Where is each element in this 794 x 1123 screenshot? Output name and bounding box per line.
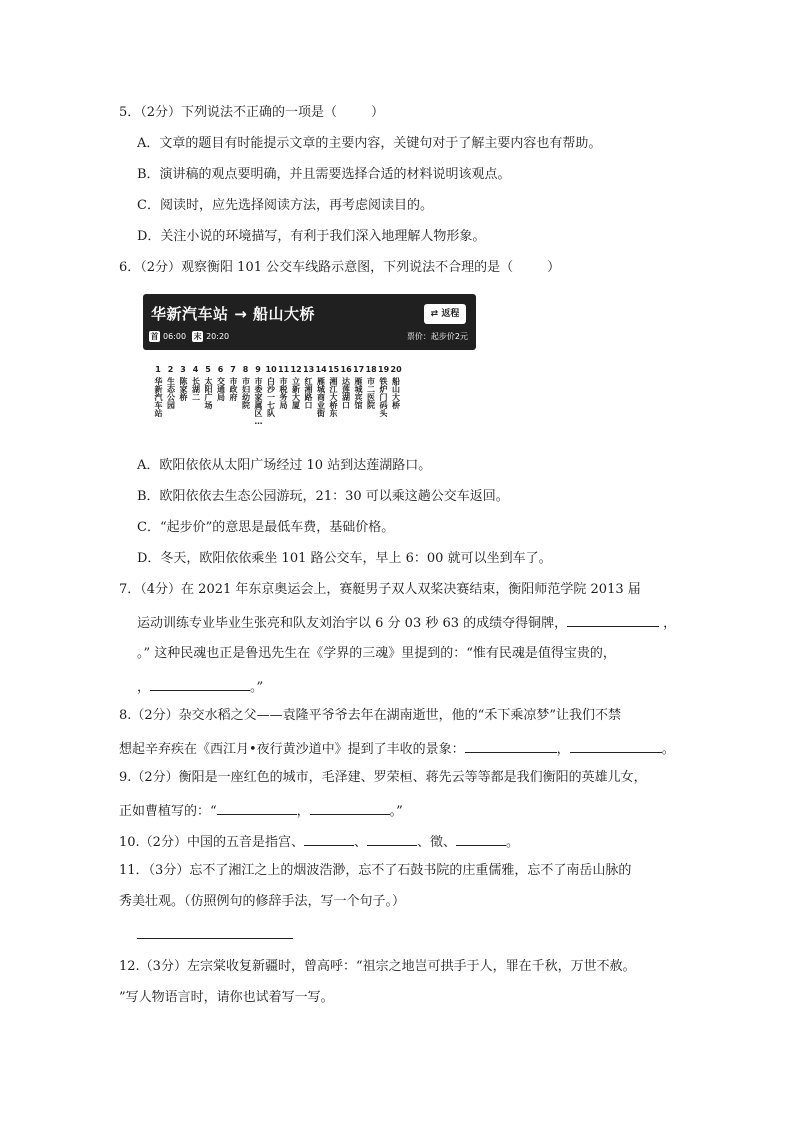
q8-blank-1[interactable]	[465, 738, 557, 753]
bus-stop-name: 白沙一七队	[266, 377, 276, 417]
bus-stop-number: 12	[290, 365, 302, 374]
bus-stop-name: 太阳广场	[204, 377, 213, 409]
bus-stop-name: 立新大厦	[291, 377, 301, 409]
bus-stop-number: 2	[167, 365, 174, 374]
bus-stop-name: 雁城宾馆	[354, 377, 363, 409]
bus-stop-9	[253, 365, 263, 426]
bus-stop-name: 达莲湖口	[341, 377, 351, 409]
return-button: ⇄ 返程	[424, 304, 466, 324]
bus-stop-15	[328, 365, 338, 417]
bus-stop-number: 15	[328, 365, 340, 374]
q9-line-2: 正如曹植写的：“ ， 。”	[119, 800, 403, 821]
q10-blank-1[interactable]	[304, 831, 354, 846]
bus-stop-name: 生态公园	[166, 377, 176, 409]
bus-stop-14	[316, 365, 326, 417]
route-title: 华新汽车站 → 船山大桥	[151, 305, 316, 323]
bus-stop-18	[366, 365, 376, 409]
q6-option-d: D．冬天，欧阳依依乘坐 101 路公交车，早上 6：00 就可以坐到车了。	[137, 551, 552, 566]
bus-stop-name: 铁炉门码头	[379, 377, 388, 417]
q5-stem: 5．（2分）下列说法不正确的一项是（ ）	[119, 105, 385, 120]
q9-blank-1[interactable]	[217, 800, 297, 815]
bus-stop-number: 20	[390, 365, 402, 374]
q10-line: 10.（2分）中国的五音是指宫、 、 、徵、 。	[119, 831, 519, 852]
last-bus-tag: 末	[193, 332, 202, 341]
bus-stop-3	[178, 365, 188, 401]
bus-stop-name: 湘江大桥东	[329, 377, 338, 417]
q7-line-1: 7．（4分）在 2021 年东京奥运会上，赛艇男子双人双桨决赛结束，衡阳师范学院 2013 届	[119, 582, 641, 597]
q8-line-2: 想起辛弃疾在《西江月•夜行黄沙道中》提到了丰收的景象： ， 。	[119, 738, 675, 759]
q10-blank-3[interactable]	[456, 831, 506, 846]
bus-stop-8	[241, 365, 251, 409]
bus-stop-number: 9	[255, 365, 261, 374]
q11-line-2: 秀美壮观。（仿照例句的修辞手法，写一个句子。）	[119, 894, 406, 909]
q5-option-a: A．文章的题目有时能提示文章的主要内容，关键句对于了解主要内容也有帮助。	[137, 136, 602, 151]
bus-stop-10	[266, 365, 276, 417]
bus-stop-number: 18	[365, 365, 377, 374]
bus-stop-16	[341, 365, 351, 409]
bus-stop-name: 市妇幼院	[241, 377, 251, 409]
bus-stop-12	[291, 365, 301, 409]
bus-stop-name: 红湘路口	[304, 377, 313, 409]
bus-stop-number: 1	[155, 365, 161, 374]
q6-option-a: A．欧阳依依从太阳广场经过 10 站到达莲湖路口。	[137, 458, 432, 473]
bus-stop-13	[303, 365, 313, 409]
bus-stop-number: 16	[340, 365, 352, 374]
bus-stop-number: 3	[180, 365, 186, 374]
q8-blank-2[interactable]	[570, 738, 662, 753]
bus-stop-number: 8	[242, 365, 249, 374]
q7-line-4: ， 。”	[137, 676, 263, 697]
bus-stop-name: 船山大桥	[391, 377, 401, 409]
service-times	[149, 331, 229, 342]
bus-stop-4	[191, 365, 201, 401]
bus-stop-6	[216, 365, 226, 401]
bus-stop-name: 陈家桥	[179, 377, 188, 401]
q6-option-b: B．欧阳依依去生态公园游玩，21：30 可以乘这趟公交车返回。	[137, 489, 509, 504]
bus-stop-number: 13	[303, 365, 315, 374]
bus-stop-2	[166, 365, 176, 409]
bus-stop-number: 17	[353, 365, 365, 374]
q6-stem: 6．（2分）观察衡阳 101 公交车线路示意图，下列说法不合理的是（ ）	[119, 260, 561, 275]
bus-stop-number: 11	[278, 365, 290, 374]
first-bus-time: 06:00	[163, 332, 187, 341]
bus-stop-name: 市税务局	[279, 377, 288, 409]
q9-line-1: 9.（2分）衡阳是一座红色的城市，毛泽建、罗荣桓、蒋先云等等都是我们衡阳的英雄儿女，	[119, 770, 647, 785]
q7-line-2: 运动训练专业毕业生张亮和队友刘治宇以 6 分 03 秒 63 的成绩夺得铜牌， ，	[137, 612, 676, 633]
q6-option-c: C．“起步价”的意思是最低车费，基础价格。	[137, 520, 395, 535]
bus-stop-number: 14	[315, 365, 327, 374]
bus-stop-name: 雁城商业街	[316, 377, 326, 417]
bus-stop-number: 5	[205, 365, 211, 374]
bus-stop-number: 7	[230, 365, 236, 374]
bus-stop-name: 市二医院	[366, 377, 376, 409]
q7-blank-1[interactable]	[567, 612, 659, 627]
bus-stop-17	[353, 365, 363, 409]
q12-line-1: 12.（3分）左宗棠收复新疆时，曾高呼：“祖宗之地岂可拱手于人，罪在千秋，万世不赦。	[119, 959, 636, 974]
bus-stop-name: 交通局	[216, 377, 226, 401]
bus-stop-number: 6	[217, 365, 224, 374]
q5-option-d: D．关注小说的环境描写，有利于我们深入地理解人物形象。	[137, 229, 486, 244]
q10-blank-2[interactable]	[367, 831, 417, 846]
bus-stop-1	[153, 365, 163, 417]
q7-blank-2[interactable]	[150, 676, 250, 691]
q5-option-b: B．演讲稿的观点要明确，并且需要选择合适的材料说明该观点。	[137, 167, 511, 182]
bus-stop-name: 市委家属区…	[254, 377, 263, 426]
bus-stop-7	[228, 365, 238, 401]
bus-stop-name: 华新汽车站	[154, 377, 163, 417]
q9-blank-2[interactable]	[310, 800, 390, 815]
bus-route-banner	[143, 294, 476, 350]
q5-option-c: C．阅读时，应先选择阅读方法，再考虑阅读目的。	[137, 198, 433, 213]
bus-stop-number: 4	[192, 365, 199, 374]
bus-stop-number: 19	[378, 365, 390, 374]
bus-stop-number: 10	[265, 365, 277, 374]
last-bus-time: 20:20	[206, 332, 230, 341]
bus-stop-11	[278, 365, 288, 409]
q8-line-1: 8.（2分）杂交水稻之父——袁隆平爷爷去年在湖南逝世，他的“禾下乘凉梦”让我们不禁	[119, 708, 621, 723]
bus-stop-5	[203, 365, 213, 409]
q12-line-2: ”写人物语言时，请你也试着写一写。	[119, 990, 334, 1005]
bus-stop-name: 长湖二	[191, 377, 201, 401]
q7-line-3: 。” 这种民魂也正是鲁迅先生在《学界的三魂》里提到的：“惟有民魂是值得宝贵的，	[137, 646, 616, 661]
bus-stop-20	[391, 365, 401, 409]
q11-answer-line[interactable]	[137, 938, 293, 939]
first-bus-tag: 首	[150, 332, 159, 341]
bus-stop-19	[378, 365, 388, 417]
bus-stop-name: 市政府	[229, 377, 238, 401]
fare-info: 票价：起步价2元	[406, 332, 468, 341]
q11-line-1: 11．（3分）忘不了湘江之上的烟波浩渺，忘不了石鼓书院的庄重儒雅，忘不了南岳山脉的	[119, 863, 632, 878]
